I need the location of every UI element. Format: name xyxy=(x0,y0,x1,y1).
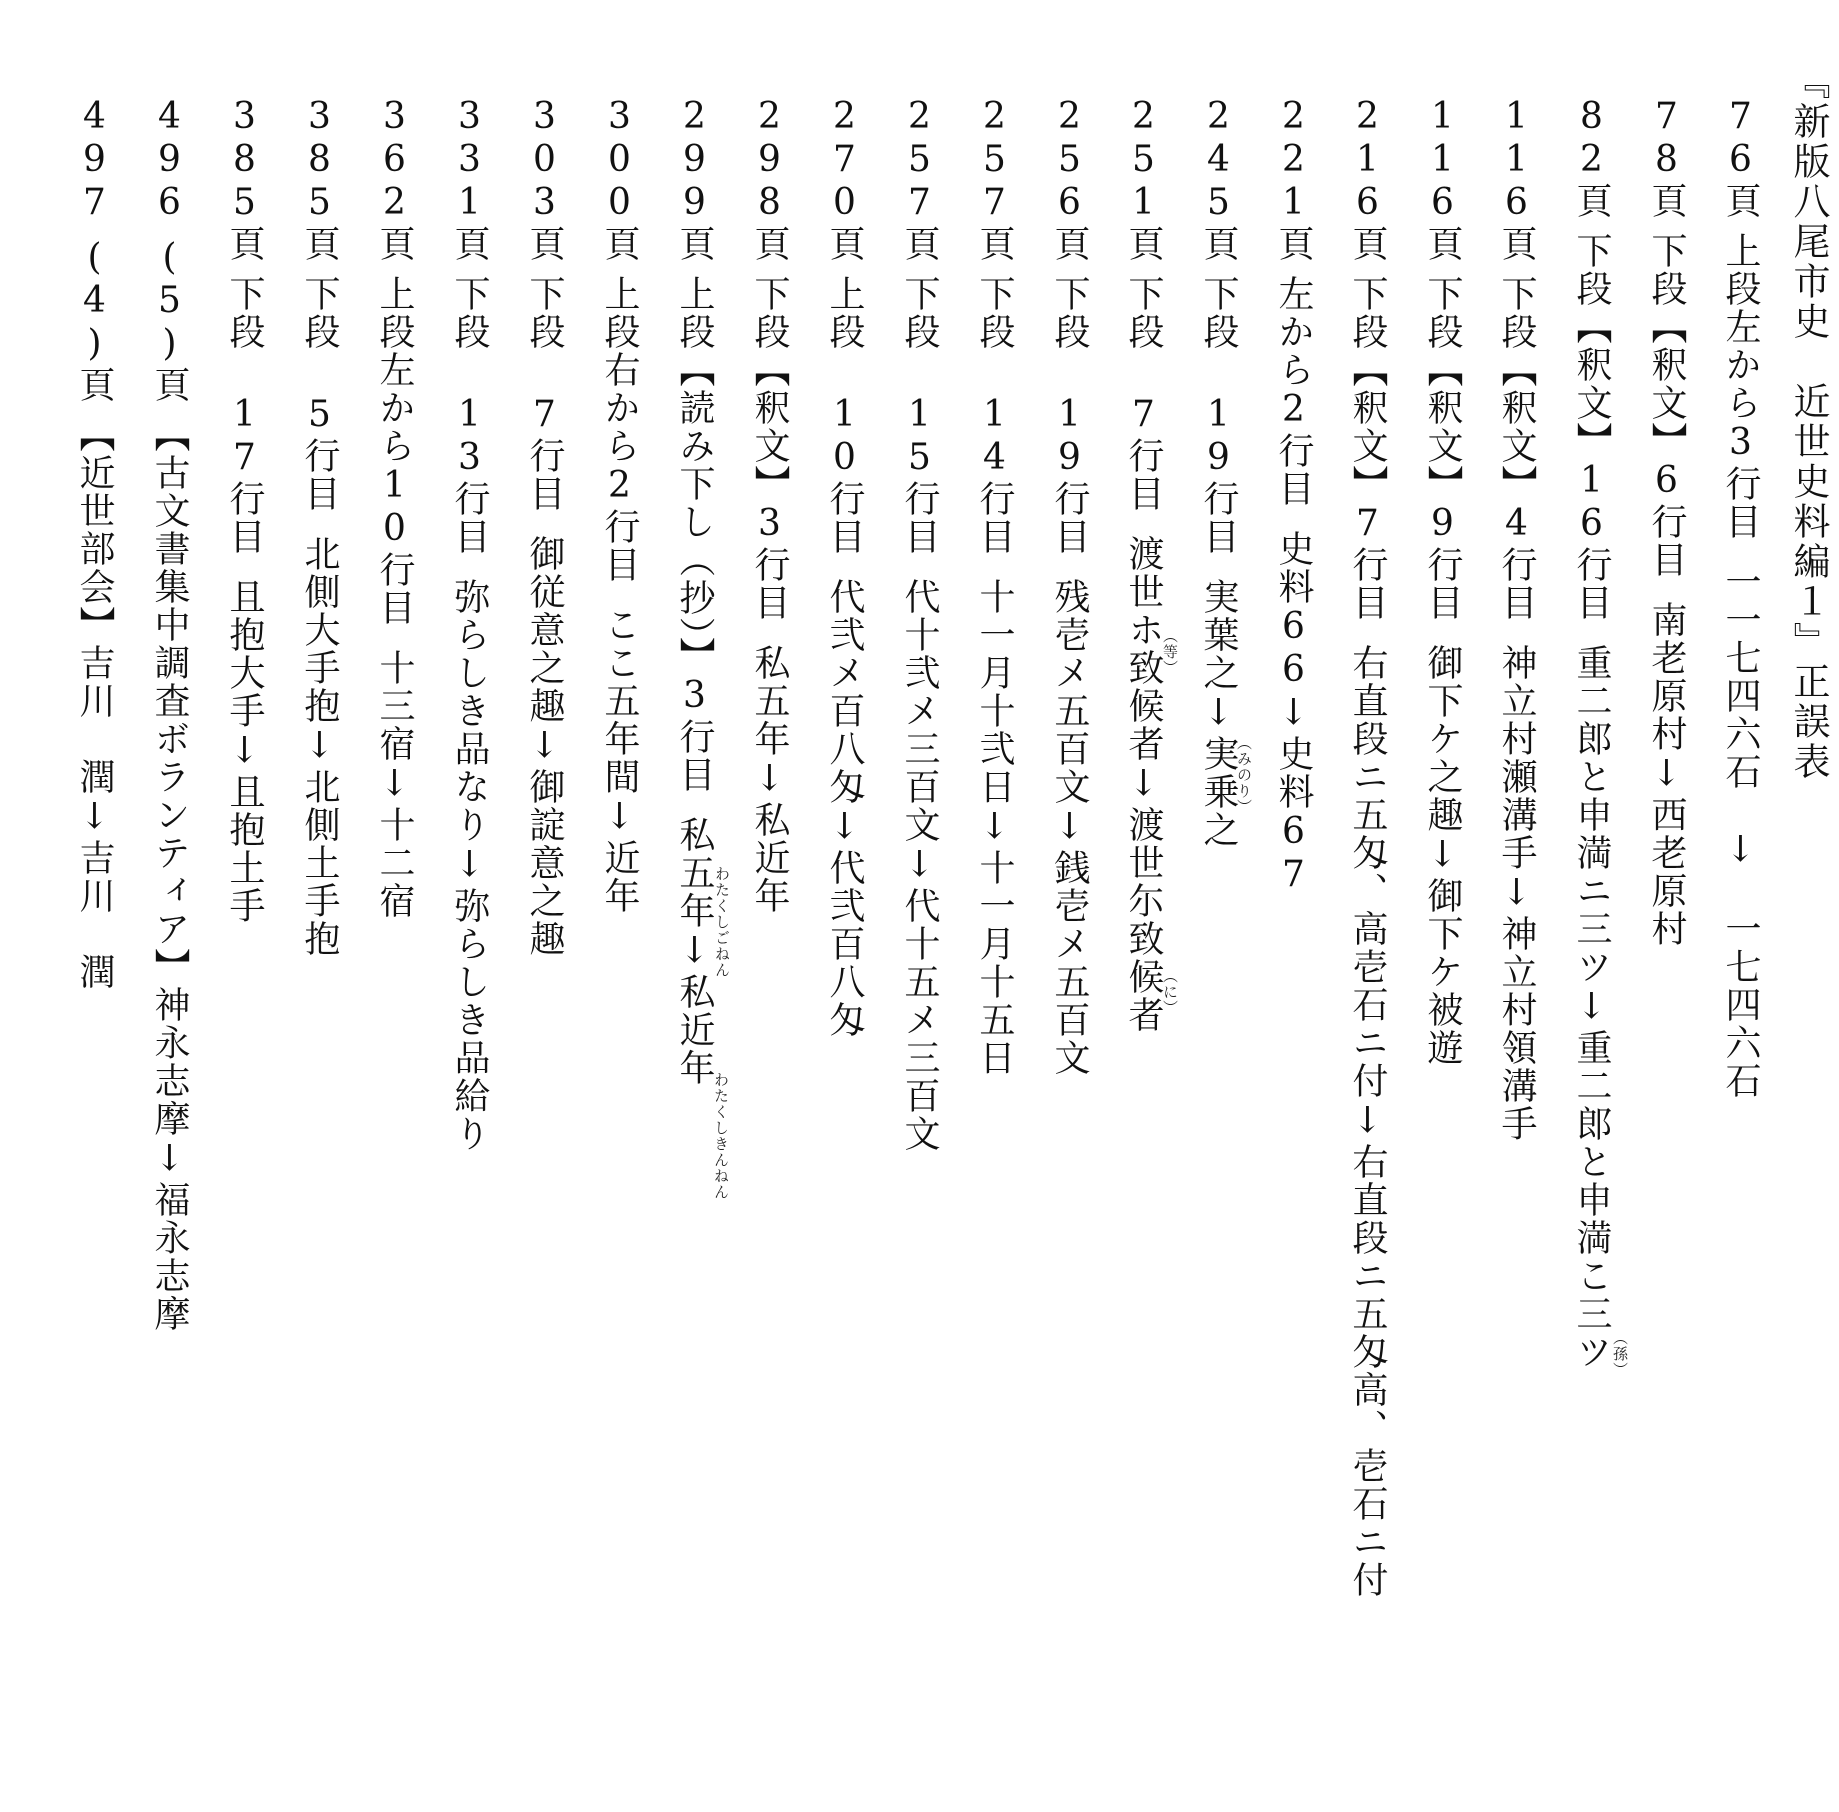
correction: ここ五年間↓近年 xyxy=(599,606,640,915)
errata-entry-2 xyxy=(1646,96,1687,948)
correction: 右直段ニ五匁、高壱石ニ付↓右直段ニ五匁高、壱石ニ付 xyxy=(1347,644,1388,1599)
page-unit: 頁 xyxy=(374,225,415,263)
correction: 私五年↓私近年 xyxy=(749,644,790,915)
errata-entry-18 xyxy=(449,96,490,1153)
page-number: 251 xyxy=(1123,96,1164,225)
correction: 弥らしき品なり↓弥らしき品給り xyxy=(449,578,490,1153)
page-number: 116 xyxy=(1496,96,1537,225)
page-number: 299 xyxy=(674,96,715,225)
page-unit: 頁 xyxy=(1720,182,1761,220)
ruby-annotation: （みのり） xyxy=(1235,735,1253,815)
correction: 代十弐メ三百文↓代十五メ三百文 xyxy=(899,578,940,1153)
errata-entry-5 xyxy=(1422,96,1463,1067)
page-unit: 頁 xyxy=(1571,182,1612,220)
correction: 重二郎と申満ニ三ツ↓重二郎と申満こ三ツ xyxy=(1571,644,1612,1371)
correction: 代弐メ百八匁↓代弐百八匁 xyxy=(824,578,865,1039)
errata-entry-14 xyxy=(749,96,790,915)
page-unit: 頁 xyxy=(1198,225,1239,263)
errata-entry-8 xyxy=(1198,96,1239,849)
location: 上段左から3行目 xyxy=(1720,232,1761,541)
page-number: 385 xyxy=(299,96,340,225)
correction: 私五年↓私近年 xyxy=(674,816,715,1087)
correction: 且抱大手↓且抱土手 xyxy=(224,578,265,925)
errata-entry-19 xyxy=(374,96,415,920)
errata-entry-22 xyxy=(149,96,190,1333)
errata-entry-20 xyxy=(299,96,340,958)
page-unit: 頁 xyxy=(299,225,340,263)
errata-entry-1 xyxy=(1720,96,1761,1100)
page-unit: 頁 xyxy=(674,225,715,263)
location: 下段【釈文】7行目 xyxy=(1347,275,1388,622)
location: 下段【釈文】9行目 xyxy=(1422,275,1463,622)
page-number: 303 xyxy=(524,96,565,225)
page-number: 76 xyxy=(1720,96,1761,182)
page-unit: 頁 xyxy=(1496,225,1537,263)
errata-entry-21 xyxy=(224,96,265,925)
page-number: 116 xyxy=(1422,96,1463,225)
errata-entry-9 xyxy=(1123,96,1164,1034)
page-unit: (4)頁 xyxy=(74,237,115,404)
location: 下段 19行目 xyxy=(1198,275,1239,556)
location: 上段右から2行目 xyxy=(599,275,640,584)
correction: 十三宿↓十二宿 xyxy=(374,649,415,920)
page-number: 270 xyxy=(824,96,865,225)
page-unit: (5)頁 xyxy=(149,237,190,404)
errata-entry-4 xyxy=(1496,96,1537,1143)
page-unit: 頁 xyxy=(749,225,790,263)
errata-entry-15 xyxy=(674,96,715,1087)
errata-entry-23 xyxy=(74,96,115,991)
page-unit: 頁 xyxy=(974,225,1015,263)
correction: 【近世部会】吉川 潤↓吉川 潤 xyxy=(74,416,115,991)
ruby-annotation: （孫） xyxy=(1611,1330,1629,1378)
page-unit: 頁 xyxy=(449,225,490,263)
location: 下段 19行目 xyxy=(1049,275,1090,556)
errata-entry-17 xyxy=(524,96,565,958)
page-number: 216 xyxy=(1347,96,1388,225)
location: 上段 10行目 xyxy=(824,275,865,556)
correction: 渡世ホ致候者↓渡世尓致候者 xyxy=(1123,535,1164,1034)
correction: 残壱メ五百文↓銭壱メ五百文 xyxy=(1049,578,1090,1077)
correction: 南老原村↓西老原村 xyxy=(1646,601,1687,948)
errata-entry-6 xyxy=(1347,96,1388,1599)
page-number: 256 xyxy=(1049,96,1090,225)
page-number: 497 xyxy=(74,96,115,225)
page-unit: 頁 xyxy=(824,225,865,263)
page-unit: 頁 xyxy=(1049,225,1090,263)
correction: 神立村瀬溝手↓神立村領溝手 xyxy=(1496,644,1537,1143)
page-number: 257 xyxy=(974,96,1015,225)
page-unit: 頁 xyxy=(524,225,565,263)
errata-entry-13 xyxy=(824,96,865,1039)
ruby-annotation: （に） xyxy=(1161,968,1179,1016)
page-unit: 頁 xyxy=(1646,182,1687,220)
location: 上段左から10行目 xyxy=(374,275,415,627)
correction: 一一七四六石 ↓ 一七四六石 xyxy=(1720,563,1761,1100)
correction: 御従意之趣↓御諚意之趣 xyxy=(524,535,565,958)
location: 左から2行目 xyxy=(1273,275,1314,508)
errata-entry-12 xyxy=(899,96,940,1153)
page-number: 245 xyxy=(1198,96,1239,225)
ruby-annotation: わたくしきんねん xyxy=(712,1072,730,1200)
location: 下段【釈文】4行目 xyxy=(1496,275,1537,622)
location: 下段 13行目 xyxy=(449,275,490,556)
page-number: 362 xyxy=(374,96,415,225)
location: 下段 7行目 xyxy=(1123,275,1164,513)
page-number: 257 xyxy=(899,96,940,225)
location: 下段 7行目 xyxy=(524,275,565,513)
page-number: 496 xyxy=(149,96,190,225)
correction: 御下ケ之趣↓御下ケ被遊 xyxy=(1422,644,1463,1067)
location: 下段 5行目 xyxy=(299,275,340,513)
page-number: 385 xyxy=(224,96,265,225)
page-number: 82 xyxy=(1571,96,1612,182)
ruby-annotation: わたくしごねん xyxy=(713,866,731,978)
errata-entry-10 xyxy=(1049,96,1090,1077)
page-unit: 頁 xyxy=(599,225,640,263)
location: 下段【釈文】16行目 xyxy=(1571,232,1612,622)
page-unit: 頁 xyxy=(1273,225,1314,263)
page-number: 221 xyxy=(1273,96,1314,225)
page-unit: 頁 xyxy=(1123,225,1164,263)
location: 上段【読み下し（抄）】3行目 xyxy=(674,275,715,794)
page-number: 331 xyxy=(449,96,490,225)
correction: 北側大手抱↓北側土手抱 xyxy=(299,535,340,958)
location: 下段 14行目 xyxy=(974,275,1015,556)
page-unit: 頁 xyxy=(224,225,265,263)
errata-entry-3 xyxy=(1571,96,1612,1371)
ruby-annotation: （等） xyxy=(1161,628,1179,676)
page-number: 300 xyxy=(599,96,640,225)
location: 下段 15行目 xyxy=(899,275,940,556)
correction: 史料66↓史料67 xyxy=(1273,530,1314,897)
location: 下段【釈文】3行目 xyxy=(749,275,790,622)
errata-entry-16 xyxy=(599,96,640,915)
page-number: 78 xyxy=(1646,96,1687,182)
page-unit: 頁 xyxy=(1422,225,1463,263)
errata-entry-11 xyxy=(974,96,1015,1077)
correction: 十一月十弐日↓十一月十五日 xyxy=(974,578,1015,1077)
correction: 実葉之↓実乗之 xyxy=(1198,578,1239,849)
errata-entry-7 xyxy=(1273,96,1314,897)
location: 下段 17行目 xyxy=(224,275,265,556)
location: 下段【釈文】6行目 xyxy=(1646,232,1687,579)
page-unit: 頁 xyxy=(899,225,940,263)
page-unit: 頁 xyxy=(1347,225,1388,263)
document-title: 『新版八尾市史 近世史料編１』正誤表 xyxy=(1787,62,1830,782)
page-number: 298 xyxy=(749,96,790,225)
correction: 【古文書集中調査ボランティア】神永志摩↓福永志摩 xyxy=(149,416,190,1333)
